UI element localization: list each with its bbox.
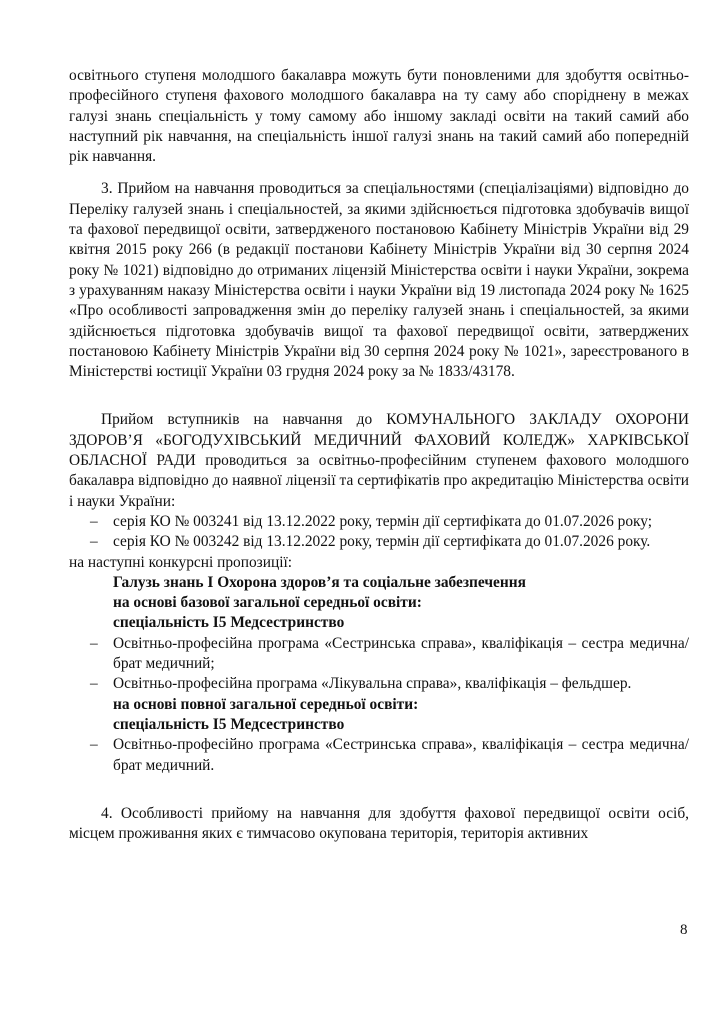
basic-specialty: спеціальність І5 Медсестринство bbox=[113, 614, 345, 632]
dash-marker: – bbox=[90, 533, 98, 551]
offers-intro: на наступні конкурсні пропозиції: bbox=[69, 553, 293, 571]
field-heading: Галузь знань І Охорона здоров’я та соціальне забезпечення bbox=[113, 573, 526, 591]
paragraph-4: 4. Особливості прийому на навчання для здобуття фахової передвищої освіти осіб, місцем проживання яких є тимчасово окупована територія, територія активних bbox=[69, 804, 689, 843]
full-education-heading: на основі повної загальної середньої освіти: bbox=[113, 695, 419, 713]
paragraph-admission: Прийом вступників на навчання до КОМУНАЛЬНОГО ЗАКЛАДУ ОХОРОНИ ЗДОРОВ’Я «БОГОДУХІВСЬКИЙ МЕДИЧНИЙ ФАХОВИЙ КОЛЕДЖ» ХАРКІВСЬКОЇ ОБЛАСНОЇ РАДИ проводиться за освітньо-професійним ступенем фахового молодшого бакалавра відповідно до наявної ліцензії та сертифікатів про акредитацію Міністерства освіти і науки України: bbox=[69, 411, 689, 510]
list-item bbox=[69, 532, 689, 552]
list-item bbox=[69, 735, 689, 776]
basic-education-heading: на основі базової загальної середньої освіти: bbox=[113, 594, 422, 612]
dash-marker: – bbox=[90, 675, 98, 693]
list-item bbox=[69, 512, 689, 532]
dash-marker: – bbox=[90, 512, 98, 530]
basic-program-list bbox=[69, 634, 689, 695]
certificate-text: серія КО № 003242 від 13.12.2022 року, термін дії сертифіката до 01.07.2026 року. bbox=[113, 533, 651, 551]
page-number: 8 bbox=[680, 922, 688, 938]
paragraph-continuation: освітнього ступеня молодшого бакалавра можуть бути поновленими для здобуття освітньо-професійного ступеня фахового молодшого бакалавра на ту саму або споріднену в межах галузі знань спеціальність у тому самому або іншому закладі освіти на такий самий або наступний рік навчання, на спеціальність іншої галузі знань на такий самий або попередній рік навчання. bbox=[69, 67, 689, 166]
list-item bbox=[69, 674, 689, 694]
full-specialty: спеціальність І5 Медсестринство bbox=[113, 715, 345, 733]
dash-marker: – bbox=[90, 634, 98, 652]
program-text: Освітньо-професійна програма «Лікувальна справа», кваліфікація – фельдшер. bbox=[113, 675, 632, 693]
dash-marker: – bbox=[90, 736, 98, 754]
document-page bbox=[69, 66, 689, 844]
full-program-list bbox=[69, 735, 689, 776]
certificate-text: серія КО № 003241 від 13.12.2022 року, термін дії сертифіката до 01.07.2026 року; bbox=[113, 512, 653, 530]
program-text: Освітньо-професійно програма «Сестринська справа», кваліфікація – сестра медична/брат медичний. bbox=[113, 736, 689, 774]
paragraph-3: 3. Прийом на навчання проводиться за спеціальностями (спеціалізаціями) відповідно до Переліку галузей знань і спеціальностей, за якими здійснюється підготовка здобувачів вищої та фахової передвищої освіти, затвердженого постановою Кабінету Міністрів України від 29 квітня 2015 року 266 (в редакції постанови Кабінету Міністрів України від 30 серпня 2024 року № 1021) відповідно до отриманих ліцензій Міністерства освіти і науки України, зокрема з урахуванням наказу Міністерства освіти і науки України від 19 листопада 2024 року № 1625 «Про особливості запровадження змін до переліку галузей знань і спеціальностей, за якими здійснюється підготовка здобувачів вищої та фахової передвищої освіти, затверджених постановою Кабінету Міністрів України від 30 серпня 2024 року № 1021», зареєстрованого в Міністерстві юстиції України 03 грудня 2024 року за № 1833/43178. bbox=[69, 180, 689, 381]
list-item bbox=[69, 634, 689, 675]
certificate-list bbox=[69, 512, 689, 553]
program-text: Освітньо-професійна програма «Сестринська справа», кваліфікація – сестра медична/брат медичний; bbox=[113, 634, 689, 673]
